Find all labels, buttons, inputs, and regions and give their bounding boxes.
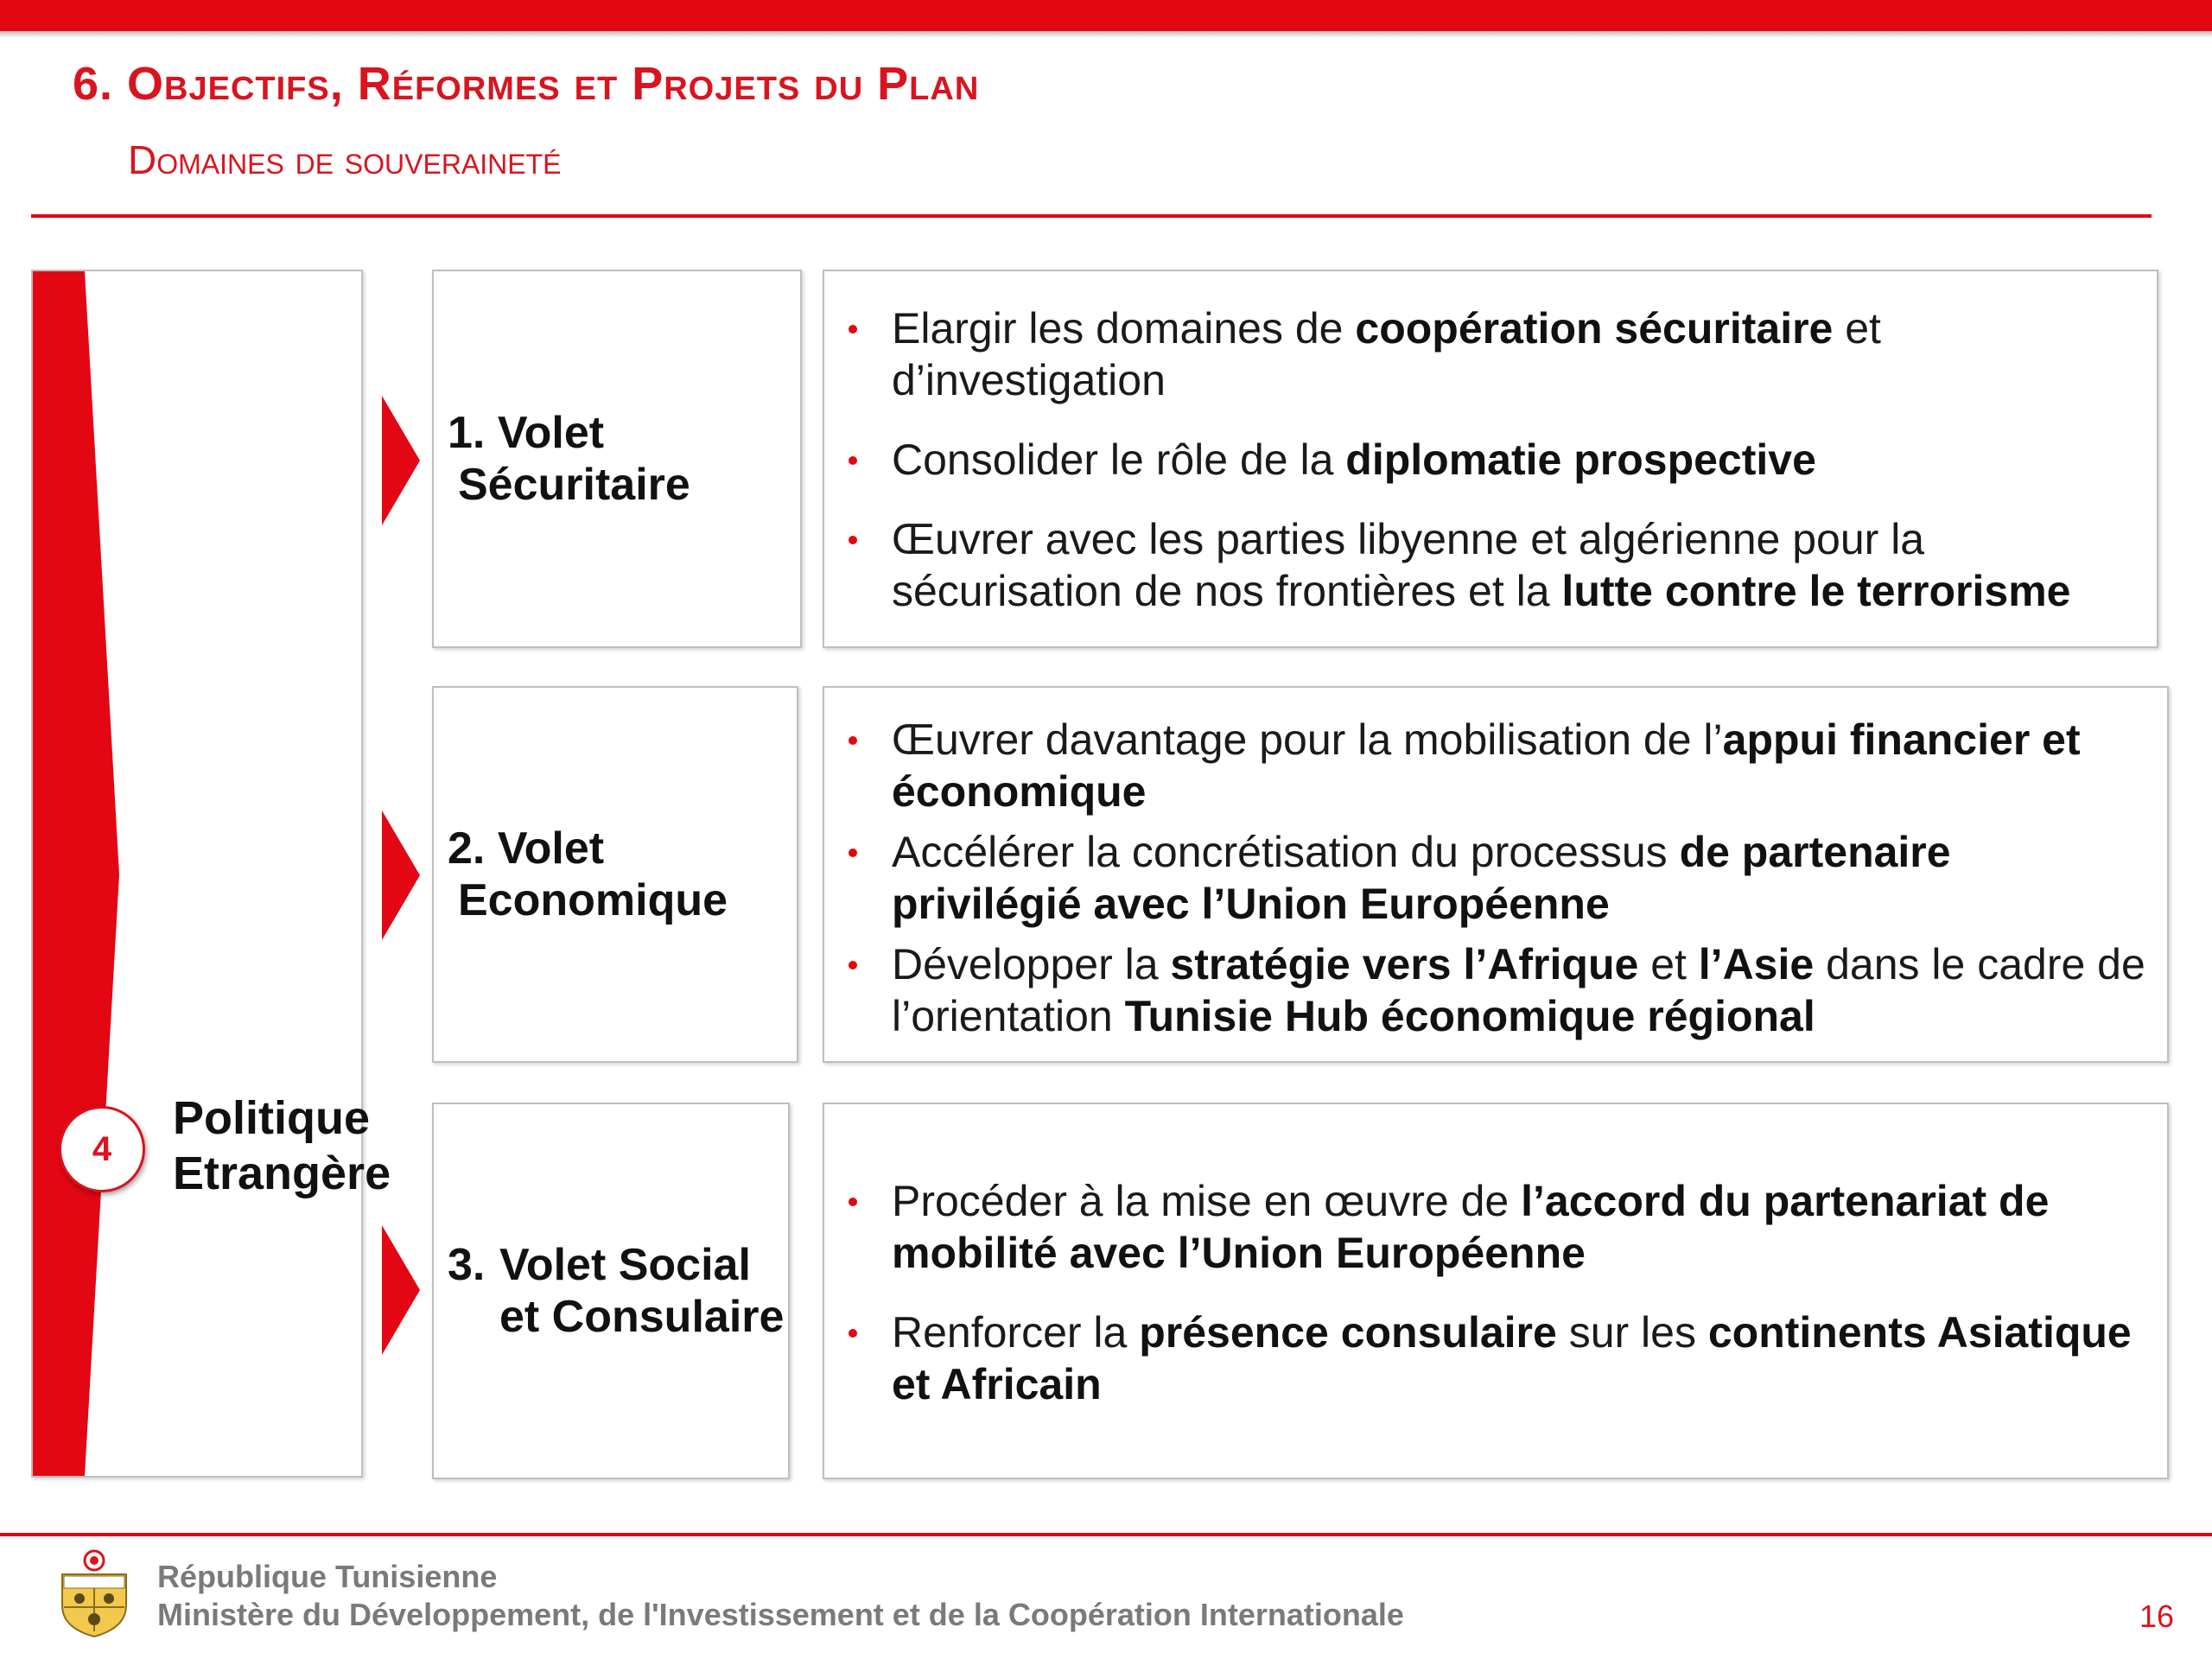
volet-title-line2: Sécuritaire	[458, 460, 690, 510]
list-item: Elargir les domaines de coopération sécuritaire et d’investigation	[824, 302, 2134, 406]
main-topic-label	[173, 1090, 391, 1201]
bullet-list	[824, 302, 2155, 645]
volet-securitaire-details	[823, 270, 2158, 648]
volet-title-line2: et Consulaire	[499, 1292, 785, 1342]
list-item: Œuvrer avec les parties libyenne et algérienne pour la sécurisation de nos frontières et la lutte contre le terrorisme	[824, 513, 2134, 617]
footer-ministry: Ministère du Développement, de l'Investissement et de la Coopération Internationale	[157, 1597, 1404, 1632]
bullet-list	[824, 714, 2165, 1042]
chevron-right-icon	[382, 810, 420, 940]
volet-title-line1: 2. Volet	[448, 823, 605, 874]
volet-social-consulaire-panel	[432, 1103, 790, 1479]
footer-country: République Tunisienne	[157, 1559, 498, 1594]
chevron-right-icon	[382, 1225, 420, 1355]
volet-title-number: 3.	[448, 1240, 486, 1290]
main-topic-label-line1: Politique	[173, 1092, 370, 1144]
page-title: 6. Objectifs, Réformes et Projets du Plan	[73, 58, 980, 110]
bullet-list	[824, 1175, 2165, 1438]
footer-divider	[0, 1533, 2212, 1536]
topic-number-badge: 4	[59, 1106, 145, 1192]
volet-securitaire-title	[448, 407, 690, 511]
title-divider	[31, 214, 2152, 218]
main-topic-panel	[31, 270, 391, 1478]
volet-economique-title	[448, 823, 728, 926]
page-subtitle: Domaines de souveraineté	[128, 137, 562, 182]
list-item: Procéder à la mise en œuvre de l’accord du partenariat de mobilité avec l’Union Européenne	[824, 1175, 2148, 1279]
tunisia-coat-of-arms-icon	[57, 1548, 131, 1638]
top-bar-shadow	[0, 31, 2212, 38]
top-red-bar	[0, 0, 2212, 31]
list-item: Accélérer la concrétisation du processus de partenaire privilégié avec l’Union Européenne	[824, 826, 2148, 930]
chevron-right-icon	[382, 396, 420, 525]
volet-social-consulaire-details	[823, 1103, 2169, 1479]
volet-securitaire-panel	[432, 270, 802, 648]
page-number: 16	[2139, 1599, 2175, 1634]
volet-economique-details	[823, 686, 2169, 1063]
volet-title-line2: Economique	[458, 875, 728, 925]
list-item: Consolider le rôle de la diplomatie prospective	[824, 434, 2134, 486]
volet-economique-panel	[432, 686, 798, 1063]
main-topic-label-line2: Etrangère	[173, 1147, 391, 1199]
list-item: Développer la stratégie vers l’Afrique et l’Asie dans le cadre de l’orientation Tunisie Hub économique régional	[824, 938, 2148, 1042]
volet-title-line1: 1. Volet	[448, 408, 605, 458]
volet-title-line1: Volet Social	[499, 1240, 751, 1290]
volet-social-consulaire-title	[448, 1239, 784, 1343]
list-item: Renforcer la présence consulaire sur les continents Asiatique et Africain	[824, 1306, 2148, 1410]
list-item: Œuvrer davantage pour la mobilisation de l’appui financier et économique	[824, 714, 2148, 817]
red-arrow-band	[33, 271, 154, 1478]
